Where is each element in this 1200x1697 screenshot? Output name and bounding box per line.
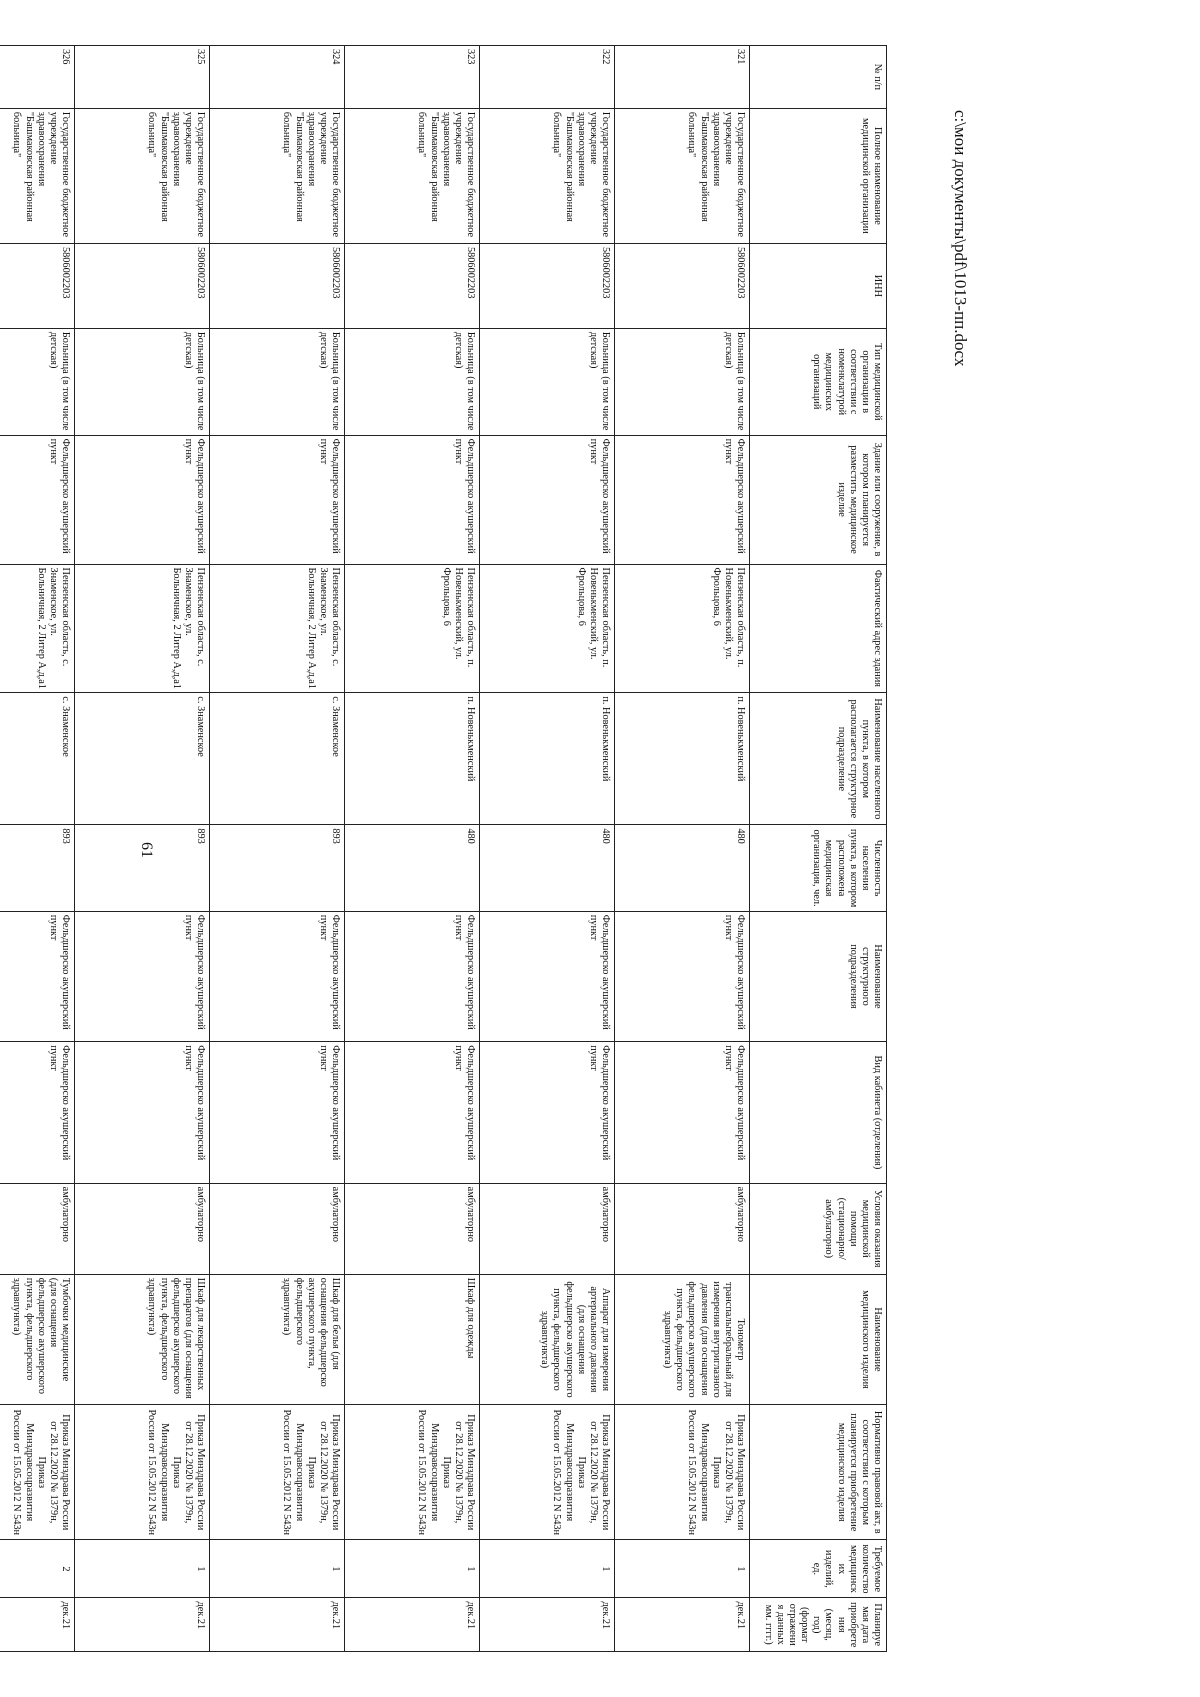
footer-file-path: c:\мои документы\pdf\1013-пп.docx [951, 110, 970, 367]
table-row [615, 46, 750, 1652]
inn: 5806002203 [210, 243, 345, 328]
device-name: Тумбочки медицинские (для оснащения фельдшерско акушерского пункта, фельдшерского здравпункта) [0, 1274, 75, 1404]
structural-unit: Фельдшерско акушерский пункт [0, 911, 75, 1041]
table-row [75, 46, 210, 1652]
inn: 5806002203 [480, 243, 615, 328]
equipment-register-table [0, 45, 887, 1652]
column-header: Планируемая дата приобретения (месяц, год) (формат отражения данных мм. гггг.) [750, 1598, 887, 1652]
structural-unit: Фельдшерско акушерский пункт [480, 911, 615, 1041]
column-header: ИНН [750, 243, 887, 328]
legal-act: Приказ Минздрава России от 28.12.2020 № 1379н, Приказ Минздравсоцразвития России от 15.05.2012 N 543н [480, 1405, 615, 1540]
row-number: 322 [480, 46, 615, 109]
device-name: Шкаф для одежды [345, 1274, 480, 1404]
population: 893 [0, 825, 75, 911]
column-header: Условия оказания медицинской помощи (стационарно/ амбулаторно) [750, 1183, 887, 1274]
address: Пензенская область, п. Новенькменский, ул. Фрольцова, 6 [345, 564, 480, 693]
care-conditions: амбулаторно [615, 1183, 750, 1274]
quantity: 1 [480, 1540, 615, 1598]
locality: п. Новенькменский [480, 693, 615, 825]
device-name: Тонометр транспальпебральный для измерения внутриглазного давления (для оснащения фельдшерско акушерского пункта, фельдшерского здравпункта) [615, 1274, 750, 1404]
care-conditions: амбулаторно [75, 1183, 210, 1274]
population: 893 [210, 825, 345, 911]
building: Фельдшерско акушерский пункт [0, 435, 75, 564]
population: 480 [615, 825, 750, 911]
device-name: Аппарат для измерения артериального давления (для оснащения фельдшерско акушерского пункта, фельдшерского здравпункта) [480, 1274, 615, 1404]
population: 480 [480, 825, 615, 911]
inn: 5806002203 [615, 243, 750, 328]
column-header: Фактический адрес здания [750, 564, 887, 693]
row-number: 324 [210, 46, 345, 109]
organization-type: Больница (в том числе детская) [345, 328, 480, 435]
organization-name: Государственное бюджетное учреждение здравоохранения "Башмаковская районная больница" [210, 108, 345, 243]
building: Фельдшерско акушерский пункт [615, 435, 750, 564]
building: Фельдшерско акушерский пункт [210, 435, 345, 564]
organization-name: Государственное бюджетное учреждение здравоохранения "Башмаковская районная больница" [75, 108, 210, 243]
cabinet-type: Фельдшерско акушерский пункт [210, 1042, 345, 1183]
organization-type: Больница (в том числе детская) [210, 328, 345, 435]
purchase-date: дек.21 [75, 1598, 210, 1652]
quantity: 1 [210, 1540, 345, 1598]
quantity: 1 [345, 1540, 480, 1598]
quantity: 1 [75, 1540, 210, 1598]
organization-type: Больница (в том числе детская) [480, 328, 615, 435]
column-header: Численность населения пункта, в котором расположена медицинская организация, чел. [750, 825, 887, 911]
locality: с. Знаменское [0, 693, 75, 825]
purchase-date: дек.21 [615, 1598, 750, 1652]
device-name: Шкаф для лекарственных препаратов (для оснащения фельдшерско акушерского пункта, фельдшерского здравпункта) [75, 1274, 210, 1404]
legal-act: Приказ Минздрава России от 28.12.2020 № 1379н, Приказ Минздравсоцразвития России от 15.05.2012 N 543н [210, 1405, 345, 1540]
quantity: 2 [0, 1540, 75, 1598]
building: Фельдшерско акушерский пункт [345, 435, 480, 564]
column-header: Наименование населенного пункта, в котором располагается структурное подразделение [750, 693, 887, 825]
cabinet-type: Фельдшерско акушерский пункт [345, 1042, 480, 1183]
locality: п. Новенькменский [345, 693, 480, 825]
organization-type: Больница (в том числе детская) [615, 328, 750, 435]
column-header: Нормативно правовой акт, в соответствии с которым планируется приобретение медицинского изделия [750, 1405, 887, 1540]
purchase-date: дек.21 [210, 1598, 345, 1652]
structural-unit: Фельдшерско акушерский пункт [345, 911, 480, 1041]
care-conditions: амбулаторно [0, 1183, 75, 1274]
purchase-date: дек.21 [0, 1598, 75, 1652]
locality: с. Знаменское [75, 693, 210, 825]
table-row [210, 46, 345, 1652]
care-conditions: амбулаторно [210, 1183, 345, 1274]
locality: п. Новенькменский [615, 693, 750, 825]
structural-unit: Фельдшерско акушерский пункт [615, 911, 750, 1041]
organization-type: Больница (в том числе детская) [0, 328, 75, 435]
cabinet-type: Фельдшерско акушерский пункт [0, 1042, 75, 1183]
organization-name: Государственное бюджетное учреждение здравоохранения "Башмаковская районная больница" [615, 108, 750, 243]
column-header: Вид кабинета (отделения) [750, 1042, 887, 1183]
cabinet-type: Фельдшерско акушерский пункт [615, 1042, 750, 1183]
column-header: Наименование медицинского изделия [750, 1274, 887, 1404]
purchase-date: дек.21 [345, 1598, 480, 1652]
inn: 5806002203 [345, 243, 480, 328]
legal-act: Приказ Минздрава России от 28.12.2020 № 1379н, Приказ Минздравсоцразвития России от 15.05.2012 N 543н [0, 1405, 75, 1540]
legal-act: Приказ Минздрава России от 28.12.2020 № 1379н, Приказ Минздравсоцразвития России от 15.05.2012 N 543н [615, 1405, 750, 1540]
quantity: 1 [615, 1540, 750, 1598]
row-number: 326 [0, 46, 75, 109]
structural-unit: Фельдшерско акушерский пункт [210, 911, 345, 1041]
care-conditions: амбулаторно [345, 1183, 480, 1274]
legal-act: Приказ Минздрава России от 28.12.2020 № 1379н, Приказ Минздравсоцразвития России от 15.05.2012 N 543н [75, 1405, 210, 1540]
population: 480 [345, 825, 480, 911]
table-row [480, 46, 615, 1652]
building: Фельдшерско акушерский пункт [75, 435, 210, 564]
cabinet-type: Фельдшерско акушерский пункт [480, 1042, 615, 1183]
row-number: 321 [615, 46, 750, 109]
column-header: Здание или сооружение, в котором планируется разместить медицинское изделие [750, 435, 887, 564]
column-header: Наименование структурного подразделения [750, 911, 887, 1041]
table-header-row [750, 46, 887, 1652]
organization-name: Государственное бюджетное учреждение здравоохранения "Башмаковская районная больница" [345, 108, 480, 243]
building: Фельдшерско акушерский пункт [480, 435, 615, 564]
inn: 5806002203 [75, 243, 210, 328]
table-row [345, 46, 480, 1652]
row-number: 323 [345, 46, 480, 109]
structural-unit: Фельдшерско акушерский пункт [75, 911, 210, 1041]
organization-name: Государственное бюджетное учреждение здравоохранения "Башмаковская районная больница" [480, 108, 615, 243]
page-number: 61 [138, 842, 155, 858]
table-row [0, 46, 75, 1652]
column-header: Требуемое количество медицинских изделий, ед. [750, 1540, 887, 1598]
column-header: Тип медицинской организации в соответствии с номенклатурой медицинских организаций [750, 328, 887, 435]
cabinet-type: Фельдшерско акушерский пункт [75, 1042, 210, 1183]
address: Пензенская область, с. Знаменское, ул. Больничная, 2 Литер А,д,а1 [75, 564, 210, 693]
document-sheet [11, 10, 1030, 1690]
organization-name: Государственное бюджетное учреждение здравоохранения "Башмаковская районная больница" [0, 108, 75, 243]
care-conditions: амбулаторно [480, 1183, 615, 1274]
population: 893 [75, 825, 210, 911]
address: Пензенская область, п. Новенькменский, ул. Фрольцова, 6 [480, 564, 615, 693]
purchase-date: дек.21 [480, 1598, 615, 1652]
locality: с. Знаменское [210, 693, 345, 825]
inn: 5806002203 [0, 243, 75, 328]
column-header: № п/п [750, 46, 887, 109]
row-number: 325 [75, 46, 210, 109]
address: Пензенская область, с. Знаменское, ул. Больничная, 2 Литер А,д,а1 [0, 564, 75, 693]
address: Пензенская область, п. Новенькменский, ул. Фрольцова, 6 [615, 564, 750, 693]
address: Пензенская область, с. Знаменское, ул. Больничная, 2 Литер А,д,а1 [210, 564, 345, 693]
column-header: Полное наименование медицинской организации [750, 108, 887, 243]
legal-act: Приказ Минздрава России от 28.12.2020 № 1379н, Приказ Минздравсоцразвития России от 15.05.2012 N 543н [345, 1405, 480, 1540]
organization-type: Больница (в том числе детская) [75, 328, 210, 435]
device-name: Шкаф для белья (для оснащения фельдшерско акушерского пункта, фельдшерского здравпункта) [210, 1274, 345, 1404]
